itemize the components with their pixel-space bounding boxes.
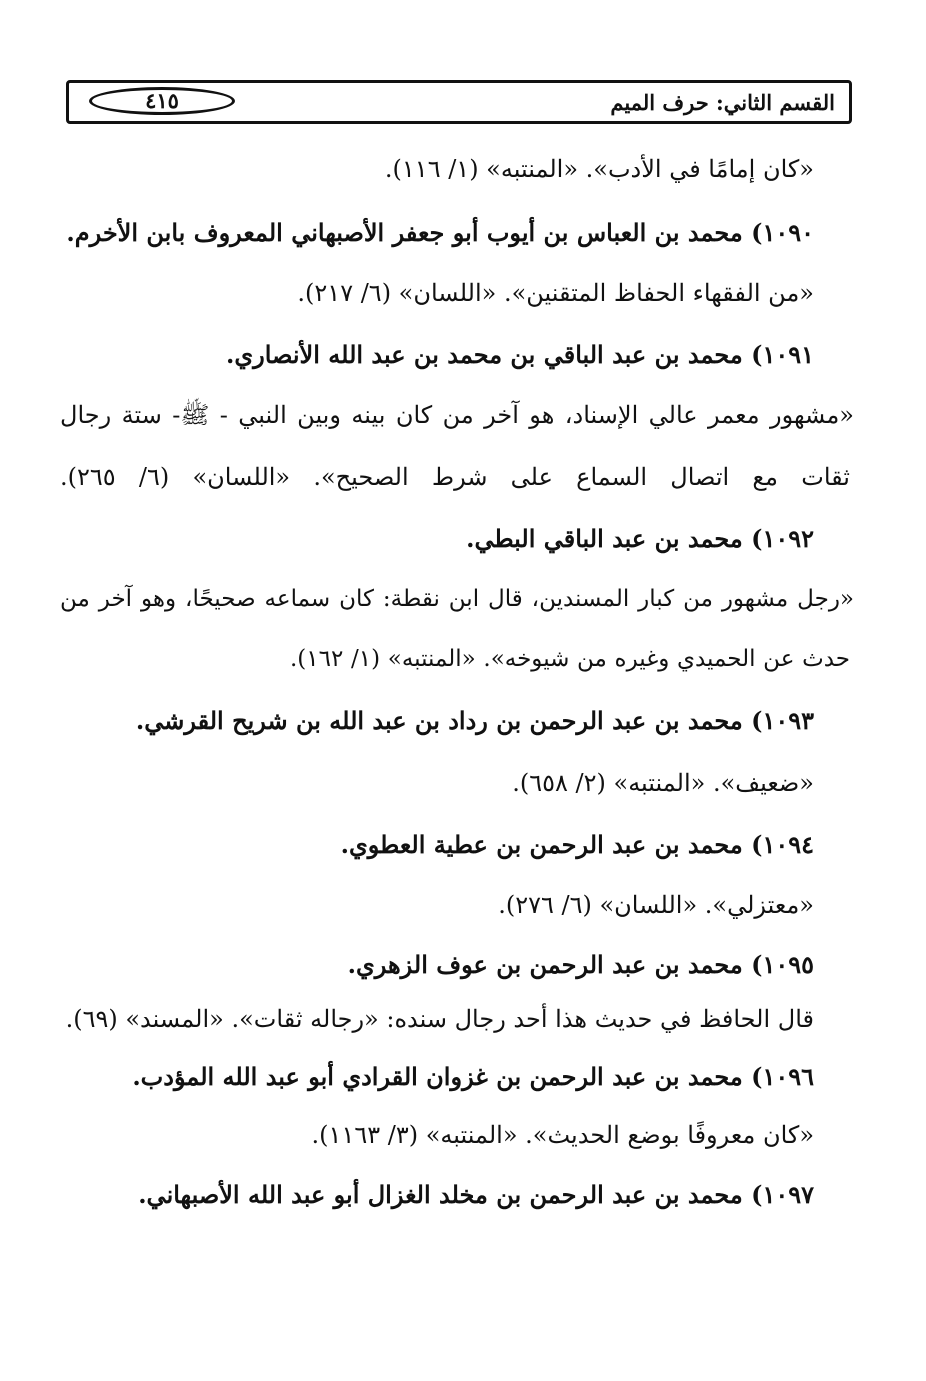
text-line: «مشهور معمر عالي الإسناد، هو آخر من كان بينه وبين النبي - ﷺ- ستة رجال (60, 401, 854, 429)
text-line: ثقات مع اتصال السماع على شرط الصحيح». «اللسان» (٦/ ٢٦٥). (60, 463, 850, 491)
running-header (66, 80, 852, 124)
page-number-badge: ٤١٥ (89, 87, 235, 115)
entry-heading: ١٠٩٦) محمد بن عبد الرحمن بن غزوان القرادي أبو عبد الله المؤدب. (132, 1062, 814, 1091)
text-line: «ضعيف». «المنتبه» (٢/ ٦٥٨). (512, 769, 814, 797)
text-line: قال الحافظ في حديث هذا أحد رجال سنده: «رجاله ثقات». «المسند» (٦٩). (65, 1005, 814, 1033)
text-line: «من الفقهاء الحفاظ المتقنين». «اللسان» (٦/ ٢١٧). (297, 279, 814, 307)
entry-heading: ١٠٩٢) محمد بن عبد الباقي البطي. (466, 524, 814, 553)
text-line: «رجل مشهور من كبار المسندين، قال ابن نقطة: كان سماعه صحيحًا، وهو آخر من (60, 586, 854, 612)
header-title: القسم الثاني: حرف الميم (610, 90, 835, 115)
entry-heading: ١٠٩٥) محمد بن عبد الرحمن بن عوف الزهري. (347, 950, 814, 979)
entry-heading: ١٠٩٤) محمد بن عبد الرحمن بن عطية العطوي. (340, 830, 814, 859)
text-line: «كان معروفًا بوضع الحديث». «المنتبه» (٣/ ١١٦٣). (311, 1121, 814, 1149)
text-line: «كان إمامًا في الأدب». «المنتبه» (١/ ١١٦). (384, 155, 814, 183)
entry-heading: ١٠٩٠) محمد بن العباس بن أيوب أبو جعفر الأصبهاني المعروف بابن الأخرم. (66, 218, 814, 247)
text-line: «معتزلي». «اللسان» (٦/ ٢٧٦). (498, 891, 814, 919)
entry-heading: ١٠٩٣) محمد بن عبد الرحمن بن رداد بن عبد الله بن شريح القرشي. (135, 706, 814, 735)
text-line: حدث عن الحميدي وغيره من شيوخه». «المنتبه» (١/ ١٦٢). (290, 646, 851, 672)
entry-heading: ١٠٩١) محمد بن عبد الباقي بن محمد بن عبد الله الأنصاري. (226, 340, 814, 369)
entry-heading: ١٠٩٧) محمد بن عبد الرحمن بن مخلد الغزال أبو عبد الله الأصبهاني. (138, 1180, 814, 1209)
